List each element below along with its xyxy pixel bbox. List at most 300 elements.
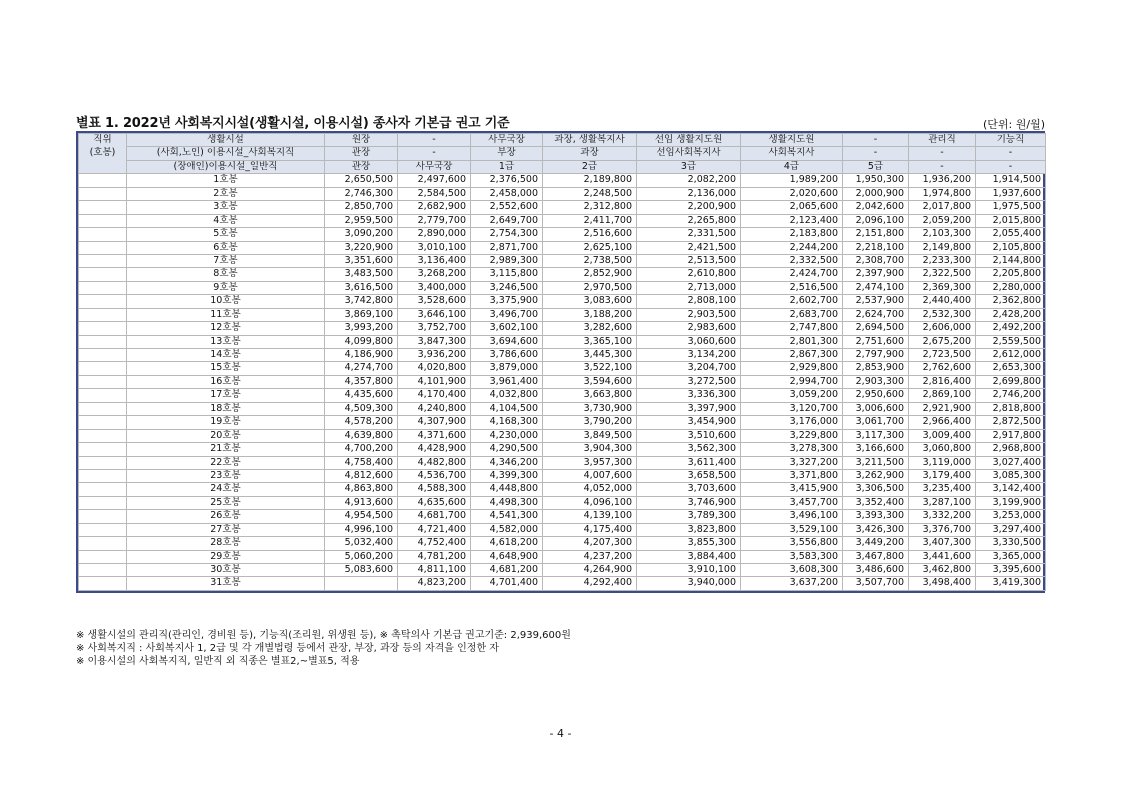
salary-cell: 3,441,600 — [909, 550, 976, 563]
header-cell: 사무국장 — [398, 160, 471, 173]
salary-cell: 3,496,100 — [741, 510, 843, 523]
header-cell: 원장 — [325, 134, 398, 147]
step-label-cell: 26호봉 — [127, 510, 325, 523]
header-cell: 관리직 — [909, 134, 976, 147]
salary-cell: 2,921,900 — [909, 402, 976, 415]
row-spacer-cell — [79, 456, 127, 469]
row-spacer-cell — [79, 268, 127, 281]
salary-cell: 3,454,900 — [637, 416, 741, 429]
step-label-cell: 2호봉 — [127, 187, 325, 200]
salary-cell: 4,020,800 — [398, 362, 471, 375]
salary-cell: 4,588,300 — [398, 483, 471, 496]
salary-cell: 2,362,800 — [976, 295, 1046, 308]
salary-cell: 3,282,600 — [543, 322, 637, 335]
salary-cell: 3,188,200 — [543, 308, 637, 321]
row-spacer-cell — [79, 335, 127, 348]
header-cell: 기능직 — [976, 134, 1046, 147]
salary-cell: 4,536,700 — [398, 469, 471, 482]
salary-cell: 4,823,200 — [398, 577, 471, 590]
row-spacer-cell — [79, 537, 127, 550]
footnote: ※ 사회복지직 : 사회복지사 1, 2급 및 각 개별법령 등에서 관장, 부장, 과장 등의 자격을 인정한 자 — [76, 643, 499, 654]
salary-cell: 2,376,500 — [471, 174, 543, 187]
step-label-cell: 10호봉 — [127, 295, 325, 308]
step-label-cell: 19호봉 — [127, 416, 325, 429]
salary-cell: 3,879,000 — [471, 362, 543, 375]
header-row-1 — [79, 134, 1046, 147]
header-cell: - — [909, 160, 976, 173]
salary-cell: 2,065,600 — [741, 201, 843, 214]
salary-cell: 2,890,000 — [398, 228, 471, 241]
salary-cell: 5,083,600 — [325, 564, 398, 577]
table-row — [79, 349, 1046, 362]
step-label-cell: 15호봉 — [127, 362, 325, 375]
row-spacer-cell — [79, 241, 127, 254]
salary-cell: 2,723,500 — [909, 349, 976, 362]
table-row — [79, 241, 1046, 254]
salary-cell: 2,682,900 — [398, 201, 471, 214]
salary-cell: 2,738,500 — [543, 254, 637, 267]
salary-cell: 2,929,800 — [741, 362, 843, 375]
table-row — [79, 295, 1046, 308]
salary-cell: 1,974,800 — [909, 187, 976, 200]
salary-cell: 2,751,600 — [843, 335, 909, 348]
row-spacer-cell — [79, 550, 127, 563]
header-cell: 관장 — [325, 160, 398, 173]
salary-cell: 4,700,200 — [325, 443, 398, 456]
salary-cell: 2,096,100 — [843, 214, 909, 227]
salary-cell: 3,365,000 — [976, 550, 1046, 563]
salary-cell: 2,105,800 — [976, 241, 1046, 254]
salary-cell: 3,400,000 — [398, 281, 471, 294]
page-title: 별표 1. 2022년 사회복지시설(생활시설, 이용시설) 종사자 기본급 권고 기준 — [76, 116, 510, 131]
salary-cell: 2,871,700 — [471, 241, 543, 254]
table-row — [79, 389, 1046, 402]
header-cell: 사회복지사 — [741, 147, 843, 160]
salary-cell: 3,176,000 — [741, 416, 843, 429]
salary-cell: 2,200,900 — [637, 201, 741, 214]
salary-cell: 3,608,300 — [741, 564, 843, 577]
salary-cell: 2,322,500 — [909, 268, 976, 281]
salary-cell: 4,101,900 — [398, 375, 471, 388]
salary-cell: 3,287,100 — [909, 496, 976, 509]
salary-cell: 3,397,900 — [637, 402, 741, 415]
row-spacer-cell — [79, 281, 127, 294]
salary-cell: 4,175,400 — [543, 523, 637, 536]
salary-cell: 2,994,700 — [741, 375, 843, 388]
salary-cell: 4,954,500 — [325, 510, 398, 523]
table-row — [79, 456, 1046, 469]
salary-cell: 2,754,300 — [471, 228, 543, 241]
salary-cell: 3,562,300 — [637, 443, 741, 456]
table-row — [79, 187, 1046, 200]
header-cell: 사무국장 — [471, 134, 543, 147]
salary-cell: 2,516,500 — [741, 281, 843, 294]
salary-cell: 3,166,600 — [843, 443, 909, 456]
salary-cell: 2,584,500 — [398, 187, 471, 200]
salary-cell: 3,415,900 — [741, 483, 843, 496]
table-row — [79, 281, 1046, 294]
row-spacer-cell — [79, 254, 127, 267]
table-row — [79, 523, 1046, 536]
row-spacer-cell — [79, 174, 127, 187]
row-spacer-cell — [79, 187, 127, 200]
salary-cell: 4,498,300 — [471, 496, 543, 509]
salary-cell: 3,061,700 — [843, 416, 909, 429]
salary-cell: 2,606,000 — [909, 322, 976, 335]
step-label-cell: 21호봉 — [127, 443, 325, 456]
salary-cell: 1,950,300 — [843, 174, 909, 187]
header-cell: - — [398, 134, 471, 147]
table-row — [79, 201, 1046, 214]
salary-cell: 4,007,600 — [543, 469, 637, 482]
salary-cell: 3,730,900 — [543, 402, 637, 415]
salary-cell: 3,371,800 — [741, 469, 843, 482]
salary-cell: 3,375,900 — [471, 295, 543, 308]
salary-cell: 2,497,600 — [398, 174, 471, 187]
salary-cell: 3,117,300 — [843, 429, 909, 442]
salary-cell: 3,376,700 — [909, 523, 976, 536]
table-row — [79, 416, 1046, 429]
header-label-cell: (사회,노인) 이용시설_사회복지직 — [127, 147, 325, 160]
salary-cell: 2,966,400 — [909, 416, 976, 429]
step-label-cell: 12호봉 — [127, 322, 325, 335]
salary-cell: 5,060,200 — [325, 550, 398, 563]
salary-cell: 3,637,200 — [741, 577, 843, 590]
step-label-cell: 28호봉 — [127, 537, 325, 550]
salary-cell: 3,351,600 — [325, 254, 398, 267]
salary-cell: 4,292,400 — [543, 577, 637, 590]
salary-cell: 2,421,500 — [637, 241, 741, 254]
unit-label: (단위: 원/월) — [983, 118, 1045, 131]
salary-cell: 4,357,800 — [325, 375, 398, 388]
salary-cell: 3,253,000 — [976, 510, 1046, 523]
salary-cell: 3,297,400 — [976, 523, 1046, 536]
salary-cell: 2,867,300 — [741, 349, 843, 362]
salary-cell: 2,694,500 — [843, 322, 909, 335]
salary-cell: 4,721,400 — [398, 523, 471, 536]
salary-cell: 2,308,700 — [843, 254, 909, 267]
salary-cell: 2,183,800 — [741, 228, 843, 241]
row-spacer-cell — [79, 564, 127, 577]
salary-cell: 2,625,100 — [543, 241, 637, 254]
header-cell: - — [843, 147, 909, 160]
row-spacer-cell — [79, 523, 127, 536]
salary-cell: 3,407,300 — [909, 537, 976, 550]
salary-cell: 2,713,000 — [637, 281, 741, 294]
salary-cell: 3,445,300 — [543, 349, 637, 362]
header-cell: - — [976, 147, 1046, 160]
row-spacer-cell — [79, 443, 127, 456]
step-label-cell: 1호봉 — [127, 174, 325, 187]
salary-cell: 3,179,400 — [909, 469, 976, 482]
salary-cell: 3,059,200 — [741, 389, 843, 402]
salary-cell: 2,331,500 — [637, 228, 741, 241]
salary-cell: 1,937,600 — [976, 187, 1046, 200]
table-row — [79, 510, 1046, 523]
salary-cell: 3,957,300 — [543, 456, 637, 469]
salary-cell: 2,989,300 — [471, 254, 543, 267]
salary-cell: 3,365,100 — [543, 335, 637, 348]
header-cell: 생활지도원 — [741, 134, 843, 147]
salary-cell: 4,752,400 — [398, 537, 471, 550]
salary-cell: 4,758,400 — [325, 456, 398, 469]
header-cell: - — [398, 147, 471, 160]
salary-cell: 3,115,800 — [471, 268, 543, 281]
salary-cell: 4,307,900 — [398, 416, 471, 429]
salary-cell: 3,119,000 — [909, 456, 976, 469]
salary-cell: 4,701,400 — [471, 577, 543, 590]
salary-cell: 2,265,800 — [637, 214, 741, 227]
salary-cell: 4,996,100 — [325, 523, 398, 536]
salary-cell: 4,290,500 — [471, 443, 543, 456]
salary-cell: 2,649,700 — [471, 214, 543, 227]
salary-cell: 4,648,900 — [471, 550, 543, 563]
header-cell: 부장 — [471, 147, 543, 160]
salary-cell: 2,280,000 — [976, 281, 1046, 294]
header-cell: 5급 — [843, 160, 909, 173]
salary-cell: 3,528,600 — [398, 295, 471, 308]
salary-cell: 4,240,800 — [398, 402, 471, 415]
salary-cell: 2,428,200 — [976, 308, 1046, 321]
salary-cell: 3,278,300 — [741, 443, 843, 456]
row-spacer-cell — [79, 483, 127, 496]
salary-cell: 3,789,300 — [637, 510, 741, 523]
salary-cell: 3,395,600 — [976, 564, 1046, 577]
salary-cell: 2,872,500 — [976, 416, 1046, 429]
salary-cell: 3,529,100 — [741, 523, 843, 536]
salary-cell: 2,968,800 — [976, 443, 1046, 456]
salary-cell: 4,812,600 — [325, 469, 398, 482]
salary-cell: 2,950,600 — [843, 389, 909, 402]
step-label-cell: 9호봉 — [127, 281, 325, 294]
table-row — [79, 335, 1046, 348]
salary-cell: 3,790,200 — [543, 416, 637, 429]
salary-cell: 3,467,800 — [843, 550, 909, 563]
salary-cell: 3,449,200 — [843, 537, 909, 550]
salary-cell: 3,336,300 — [637, 389, 741, 402]
header-cell: 관장 — [325, 147, 398, 160]
row-spacer-cell — [79, 577, 127, 590]
salary-cell: 4,578,200 — [325, 416, 398, 429]
salary-cell: 3,211,500 — [843, 456, 909, 469]
salary-cell: 2,747,800 — [741, 322, 843, 335]
table-row — [79, 174, 1046, 187]
salary-cell: 2,020,600 — [741, 187, 843, 200]
step-label-cell: 6호봉 — [127, 241, 325, 254]
salary-cell: 2,532,300 — [909, 308, 976, 321]
salary-cell: 4,913,600 — [325, 496, 398, 509]
footnotes — [76, 629, 571, 668]
salary-cell: 3,742,800 — [325, 295, 398, 308]
table-row — [79, 429, 1046, 442]
salary-cell: 4,274,700 — [325, 362, 398, 375]
salary-cell: 3,884,400 — [637, 550, 741, 563]
salary-cell: 3,646,100 — [398, 308, 471, 321]
salary-cell: 3,961,400 — [471, 375, 543, 388]
salary-cell: 2,853,900 — [843, 362, 909, 375]
table-row — [79, 443, 1046, 456]
salary-cell: 3,009,400 — [909, 429, 976, 442]
salary-cell: 2,513,500 — [637, 254, 741, 267]
row-spacer-cell — [79, 402, 127, 415]
salary-cell: 2,244,200 — [741, 241, 843, 254]
salary-cell: 3,419,300 — [976, 577, 1046, 590]
salary-cell: 2,699,800 — [976, 375, 1046, 388]
salary-cell: 2,424,700 — [741, 268, 843, 281]
row-spacer-cell — [79, 228, 127, 241]
salary-cell: 3,849,500 — [543, 429, 637, 442]
salary-cell: 2,151,800 — [843, 228, 909, 241]
salary-cell: 3,507,700 — [843, 577, 909, 590]
salary-cell: 2,903,500 — [637, 308, 741, 321]
step-label-cell: 8호봉 — [127, 268, 325, 281]
step-label-cell: 3호봉 — [127, 201, 325, 214]
row-spacer-cell — [79, 295, 127, 308]
table-row — [79, 375, 1046, 388]
salary-cell: 3,993,200 — [325, 322, 398, 335]
salary-cell: 2,869,100 — [909, 389, 976, 402]
salary-cell: 3,936,200 — [398, 349, 471, 362]
header-cell: 선임사회복지사 — [637, 147, 741, 160]
salary-cell: 3,602,100 — [471, 322, 543, 335]
salary-cell: 3,330,500 — [976, 537, 1046, 550]
salary-cell: 2,103,300 — [909, 228, 976, 241]
salary-cell: 2,017,800 — [909, 201, 976, 214]
salary-cell: 2,801,300 — [741, 335, 843, 348]
salary-cell: 2,516,600 — [543, 228, 637, 241]
salary-cell: 3,199,900 — [976, 496, 1046, 509]
row-spacer-cell — [79, 362, 127, 375]
header-cell: - — [909, 147, 976, 160]
table-row — [79, 469, 1046, 482]
salary-cell: 1,989,200 — [741, 174, 843, 187]
salary-cell: 2,537,900 — [843, 295, 909, 308]
salary-cell: 3,426,300 — [843, 523, 909, 536]
salary-cell: 3,663,800 — [543, 389, 637, 402]
salary-cell: 4,863,800 — [325, 483, 398, 496]
step-label-cell: 18호봉 — [127, 402, 325, 415]
salary-cell: 2,552,600 — [471, 201, 543, 214]
salary-cell: 3,486,600 — [843, 564, 909, 577]
step-label-cell: 17호봉 — [127, 389, 325, 402]
step-label-cell: 25호봉 — [127, 496, 325, 509]
salary-cell: 2,189,800 — [543, 174, 637, 187]
row-spacer-cell — [79, 322, 127, 335]
step-label-cell: 5호봉 — [127, 228, 325, 241]
salary-cell: 3,611,400 — [637, 456, 741, 469]
salary-cell: 3,027,400 — [976, 456, 1046, 469]
row-spacer-cell — [79, 429, 127, 442]
salary-cell: 4,582,000 — [471, 523, 543, 536]
step-label-cell: 24호봉 — [127, 483, 325, 496]
salary-table-container — [76, 131, 1045, 593]
header-row-2 — [79, 147, 1046, 160]
salary-cell: 3,594,600 — [543, 375, 637, 388]
salary-cell: 1,975,500 — [976, 201, 1046, 214]
row-spacer-cell — [79, 375, 127, 388]
salary-cell: 2,369,300 — [909, 281, 976, 294]
salary-cell: 3,142,400 — [976, 483, 1046, 496]
salary-cell: 4,428,900 — [398, 443, 471, 456]
step-label-cell: 13호봉 — [127, 335, 325, 348]
row-spacer-cell — [79, 496, 127, 509]
salary-cell: 3,332,200 — [909, 510, 976, 523]
salary-cell: 3,869,100 — [325, 308, 398, 321]
salary-cell: 4,541,300 — [471, 510, 543, 523]
row-spacer-cell — [79, 349, 127, 362]
row-spacer-cell — [79, 214, 127, 227]
salary-cell: 4,096,100 — [543, 496, 637, 509]
salary-cell: 4,104,500 — [471, 402, 543, 415]
salary-cell: 2,650,500 — [325, 174, 398, 187]
salary-cell: 2,248,500 — [543, 187, 637, 200]
salary-cell: 3,855,300 — [637, 537, 741, 550]
salary-cell: 4,639,800 — [325, 429, 398, 442]
salary-cell: 4,207,300 — [543, 537, 637, 550]
salary-cell: 4,186,900 — [325, 349, 398, 362]
table-row — [79, 564, 1046, 577]
salary-cell: 5,032,400 — [325, 537, 398, 550]
salary-cell: 3,823,800 — [637, 523, 741, 536]
salary-cell: 3,786,600 — [471, 349, 543, 362]
salary-cell: 2,762,600 — [909, 362, 976, 375]
salary-cell: 2,653,300 — [976, 362, 1046, 375]
salary-cell: 2,559,500 — [976, 335, 1046, 348]
table-row — [79, 577, 1046, 590]
salary-cell: 2,808,100 — [637, 295, 741, 308]
salary-cell: 2,015,800 — [976, 214, 1046, 227]
salary-cell — [325, 577, 398, 590]
salary-cell: 2,136,000 — [637, 187, 741, 200]
header-label-cell: (장애인)이용시설_일반직 — [127, 160, 325, 173]
header-label-cell: 생활시설 — [127, 134, 325, 147]
corner-bottom-cell: (호봉) — [79, 147, 127, 174]
salary-cell: 4,237,200 — [543, 550, 637, 563]
table-row — [79, 483, 1046, 496]
salary-cell: 3,352,400 — [843, 496, 909, 509]
salary-cell: 4,781,200 — [398, 550, 471, 563]
step-label-cell: 7호봉 — [127, 254, 325, 267]
salary-cell: 4,811,100 — [398, 564, 471, 577]
salary-cell: 3,658,500 — [637, 469, 741, 482]
salary-cell: 4,509,300 — [325, 402, 398, 415]
salary-cell: 3,483,500 — [325, 268, 398, 281]
salary-cell: 2,624,700 — [843, 308, 909, 321]
salary-cell: 2,818,800 — [976, 402, 1046, 415]
table-row — [79, 228, 1046, 241]
table-row — [79, 268, 1046, 281]
salary-cell: 2,149,800 — [909, 241, 976, 254]
header-cell: 4급 — [741, 160, 843, 173]
salary-cell: 3,220,900 — [325, 241, 398, 254]
salary-cell: 3,496,700 — [471, 308, 543, 321]
salary-cell: 4,435,600 — [325, 389, 398, 402]
salary-cell: 2,440,400 — [909, 295, 976, 308]
footnote: ※ 생활시설의 관리직(관리인, 경비원 등), 기능직(조리원, 위생원 등), ※ 촉탁의사 기본급 권고기준: 2,939,600원 — [76, 630, 571, 641]
salary-cell: 4,681,700 — [398, 510, 471, 523]
salary-cell: 2,123,400 — [741, 214, 843, 227]
salary-cell: 3,510,600 — [637, 429, 741, 442]
header-cell: 과장 — [543, 147, 637, 160]
salary-cell: 4,681,200 — [471, 564, 543, 577]
step-label-cell: 14호봉 — [127, 349, 325, 362]
salary-cell: 3,327,200 — [741, 456, 843, 469]
salary-cell: 4,482,800 — [398, 456, 471, 469]
salary-cell: 4,399,300 — [471, 469, 543, 482]
salary-cell: 2,779,700 — [398, 214, 471, 227]
salary-cell: 2,612,000 — [976, 349, 1046, 362]
salary-cell: 4,618,200 — [471, 537, 543, 550]
